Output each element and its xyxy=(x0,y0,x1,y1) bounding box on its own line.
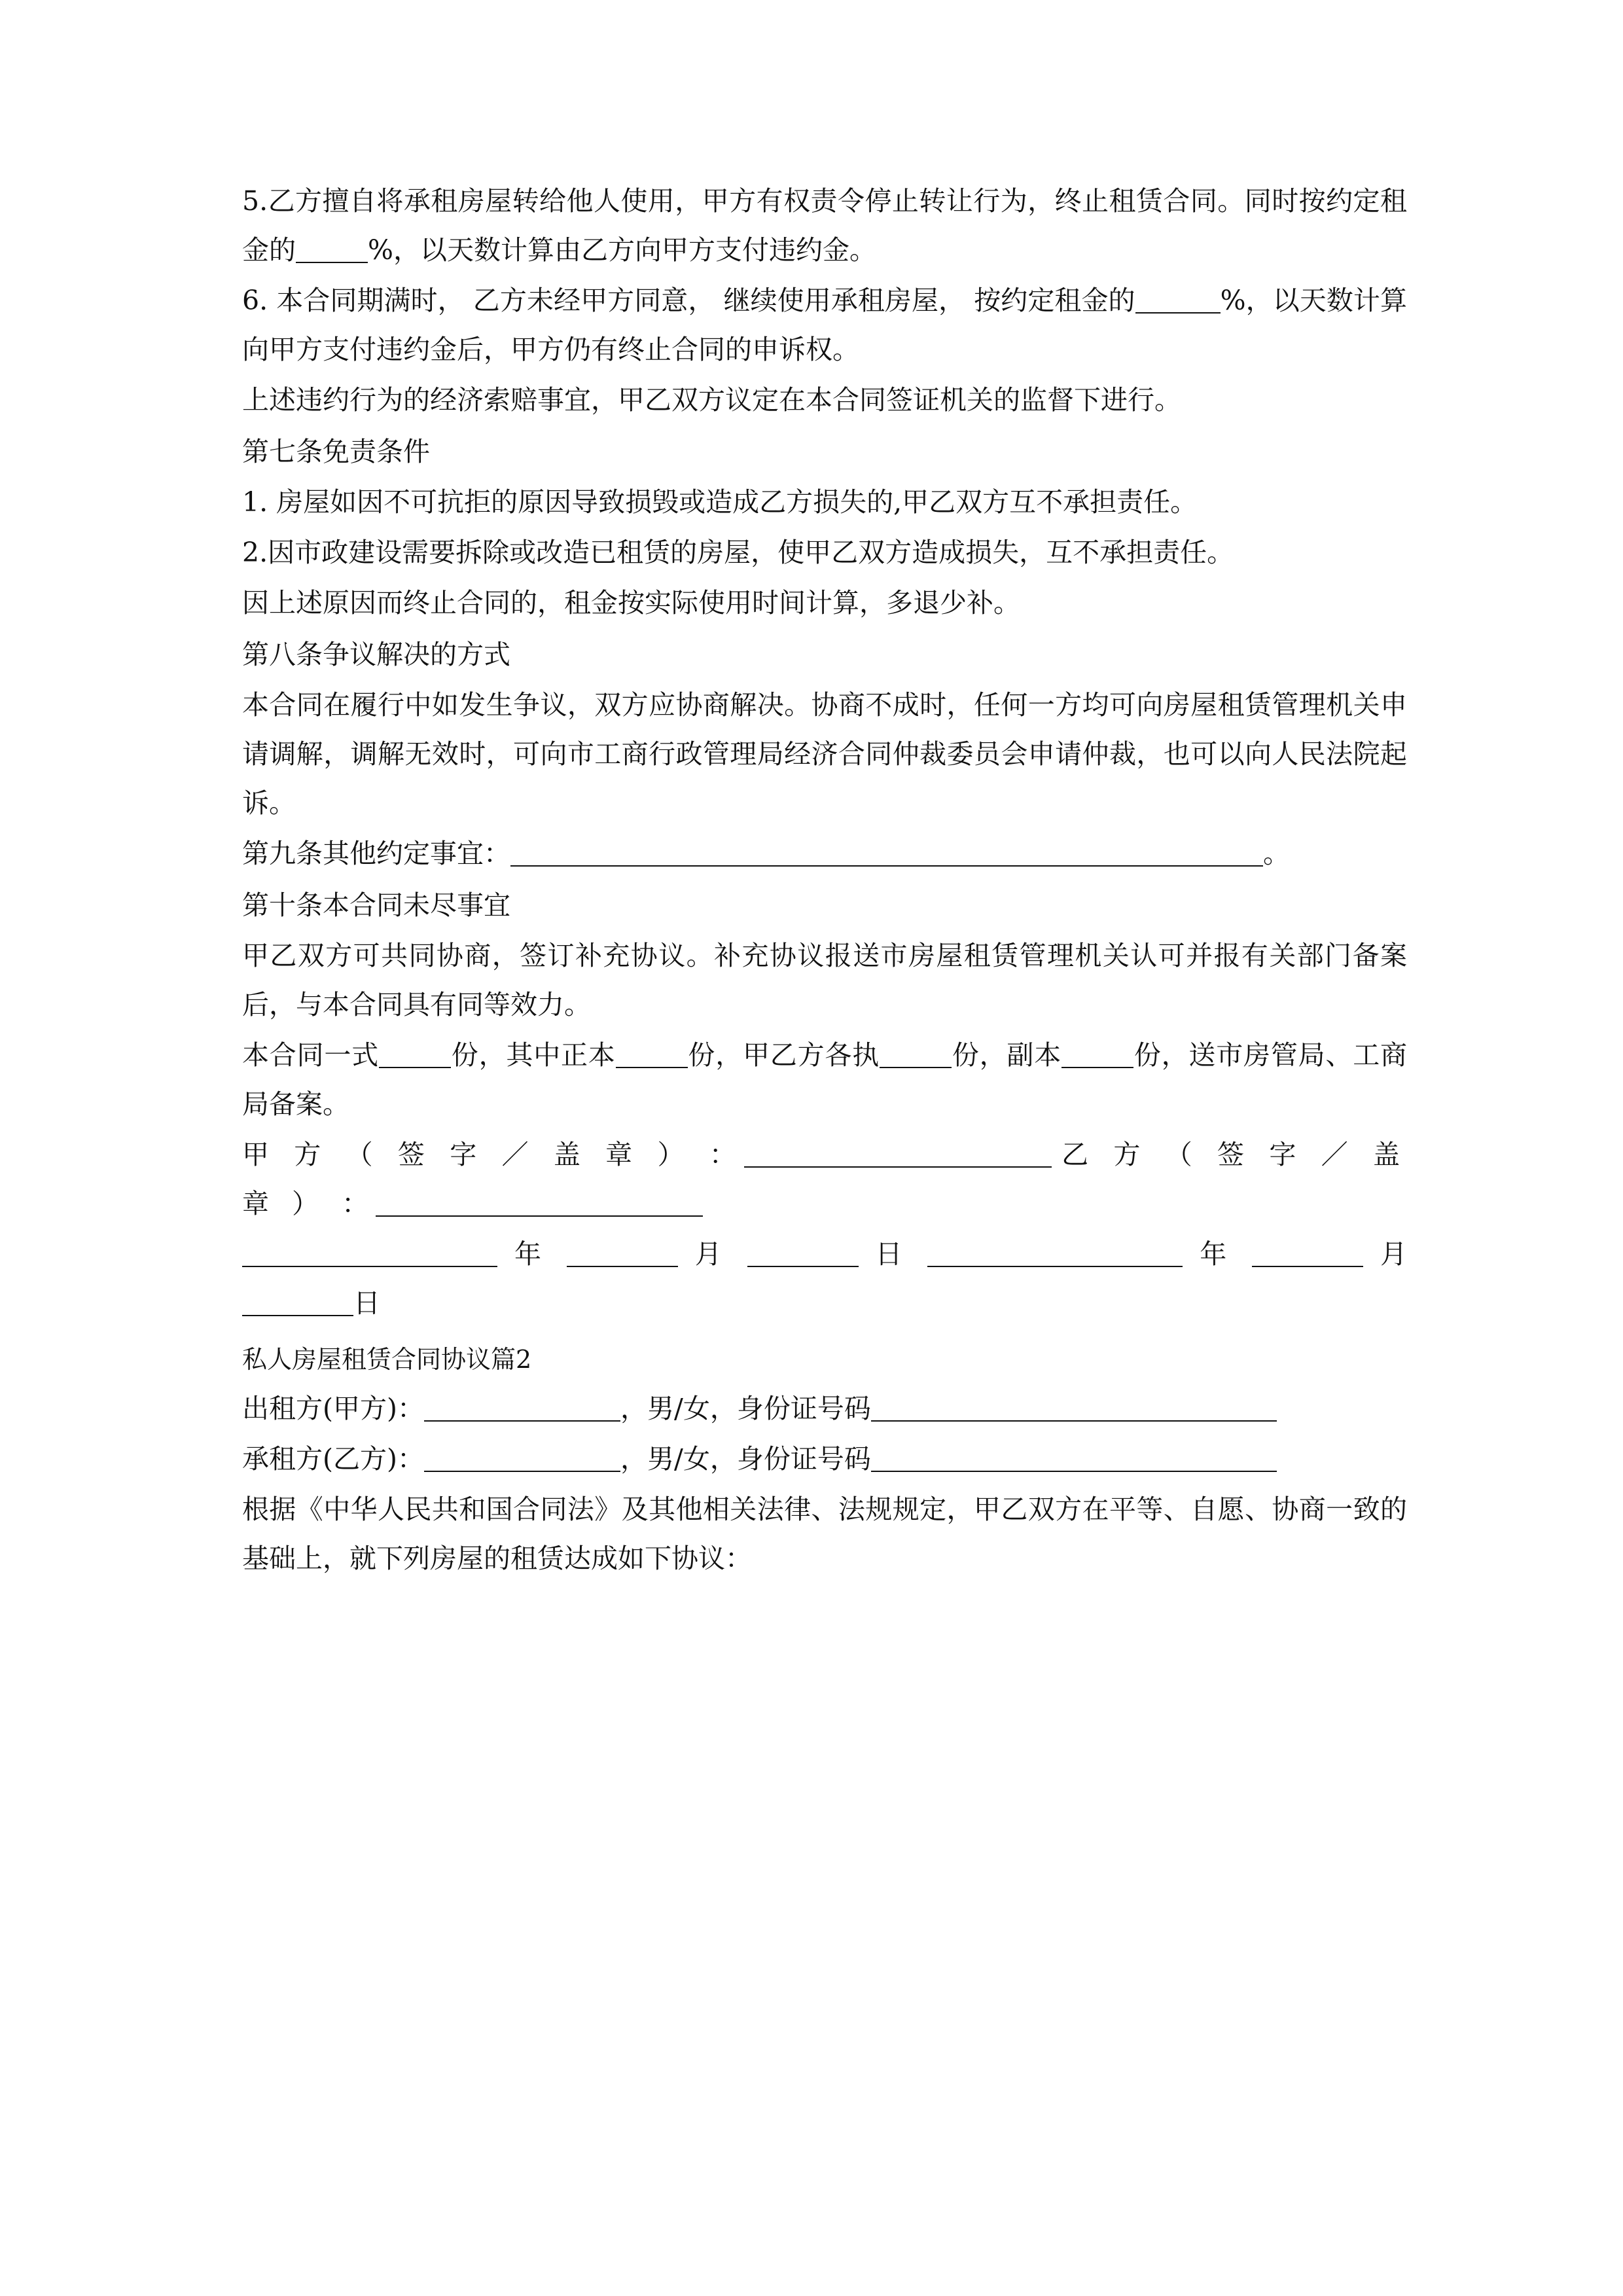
clause-6-summary: 上述违约行为的经济索赔事宜，甲乙双方议定在本合同签证机关的监督下进行。 xyxy=(242,384,1181,416)
article-9-period: 。 xyxy=(1263,838,1290,870)
article-10-title: 第十条本合同未尽事宜 xyxy=(242,889,510,922)
lessee-mid-text: ，男/女，身份证号码 xyxy=(620,1443,871,1475)
article-8-title: 第八条争议解决的方式 xyxy=(242,639,510,671)
section2-title: 私人房屋租赁合同协议篇2 xyxy=(242,1345,532,1374)
article-10-body: 甲乙双方可共同协商，签订补充协议。补充协议报送市房屋租赁管理机关认可并报有关部门备案后，与本合同具有同等效力。 xyxy=(242,940,1407,1021)
clause-6-6-text-pre: 6. 本合同期满时， 乙方未经甲方同意， 继续使用承租房屋， 按约定租金的 xyxy=(242,285,1135,317)
lessor-id-blank[interactable] xyxy=(871,1420,1277,1422)
copies-blank-original[interactable] xyxy=(616,1067,688,1068)
lessee-label: 承租方(乙方)： xyxy=(242,1443,424,1475)
article-7-title: 第七条免责条件 xyxy=(242,436,430,468)
clause-6-6-text-post: %，以天数计算向甲方支付违约金后，甲方仍有终止合同的申诉权。 xyxy=(242,285,1407,366)
copies-blank-total[interactable] xyxy=(379,1067,451,1068)
copies-blank-each[interactable] xyxy=(880,1067,952,1068)
lessor-mid-text: ，男/女，身份证号码 xyxy=(620,1392,871,1424)
copies-seg4: 份，副本 xyxy=(952,1039,1062,1071)
article-8-body: 本合同在履行中如发生争议，双方应协商解决。协商不成时，任何一方均可向房屋租赁管理机关申请调解，调解无效时，可向市工商行政管理局经济合同仲裁委员会申请仲裁，也可以向人民法院起诉。 xyxy=(242,689,1407,819)
clause-6-6-blank[interactable] xyxy=(1135,312,1221,314)
article-9-label: 第九条其他约定事宜： xyxy=(242,838,510,870)
party-b-date-year-blank[interactable] xyxy=(927,1266,1183,1267)
party-b-date-day-blank[interactable] xyxy=(242,1315,353,1316)
lessor-line xyxy=(242,1384,1407,1433)
copies-seg1: 本合同一式 xyxy=(242,1039,379,1071)
party-a-month-label: 月 xyxy=(694,1238,730,1270)
party-a-day-label: 日 xyxy=(875,1238,911,1270)
clause-6-5 xyxy=(242,177,1407,275)
clause-6-6 xyxy=(242,276,1407,374)
signature-line xyxy=(242,1130,1407,1229)
lessee-id-blank[interactable] xyxy=(871,1471,1277,1472)
article-9-title xyxy=(242,829,1407,878)
party-b-month-label: 月 xyxy=(1380,1238,1407,1270)
article-7-note: 因上述原因而终止合同的，租金按实际使用时间计算，多退少补。 xyxy=(242,587,1020,619)
document-body xyxy=(242,177,1407,1583)
party-a-year-label: 年 xyxy=(514,1238,550,1270)
lessee-name-blank[interactable] xyxy=(424,1471,620,1472)
section2-preamble: 根据《中华人民共和国合同法》及其他相关法律、法规规定，甲乙双方在平等、自愿、协商一致的基础上，就下列房屋的租赁达成如下协议： xyxy=(242,1493,1407,1574)
lessor-name-blank[interactable] xyxy=(424,1420,620,1422)
party-b-signature-label: 乙 方 （ 签 字 ／ 盖 章 ） ： xyxy=(242,1139,1407,1220)
party-b-date-month-blank[interactable] xyxy=(1252,1266,1363,1267)
article-9-blank[interactable] xyxy=(510,865,1263,867)
party-a-date-day-blank[interactable] xyxy=(747,1266,859,1267)
party-a-date-year-blank[interactable] xyxy=(242,1266,497,1267)
party-b-day-label: 日 xyxy=(353,1287,380,1319)
clause-6-5-text-pre: 5.乙方擅自将承租房屋转给他人使用，甲方有权责令停止转让行为，终止租赁合同。同时按约定租金的 xyxy=(242,185,1407,266)
copies-blank-duplicate[interactable] xyxy=(1061,1067,1133,1068)
party-a-signature-label: 甲 方 （ 签 字 ／ 盖 章 ） ： xyxy=(242,1139,745,1171)
lessor-label: 出租方(甲方)： xyxy=(242,1392,424,1424)
party-b-year-label: 年 xyxy=(1200,1238,1236,1270)
clause-6-5-text-post: %，以天数计算由乙方向甲方支付违约金。 xyxy=(368,234,876,266)
copies-seg2: 份，其中正本 xyxy=(451,1039,616,1071)
copies-seg3: 份，甲乙方各执 xyxy=(687,1039,880,1071)
party-b-signature-blank[interactable] xyxy=(376,1215,703,1217)
date-line xyxy=(242,1230,1407,1328)
party-a-date-month-blank[interactable] xyxy=(567,1266,678,1267)
article-7-item-1: 1. 房屋如因不可抗拒的原因导致损毁或造成乙方损失的,甲乙双方互不承担责任。 xyxy=(242,486,1198,518)
copies-seg5: 份，送市房管局、工商局备案。 xyxy=(242,1039,1408,1121)
clause-6-5-blank[interactable] xyxy=(296,262,368,263)
copies-line xyxy=(242,1031,1407,1129)
lessee-line xyxy=(242,1435,1407,1484)
party-a-signature-blank[interactable] xyxy=(744,1166,1052,1168)
article-7-item-2: 2.因市政建设需要拆除或改造已租赁的房屋，使甲乙双方造成损失，互不承担责任。 xyxy=(242,537,1234,569)
